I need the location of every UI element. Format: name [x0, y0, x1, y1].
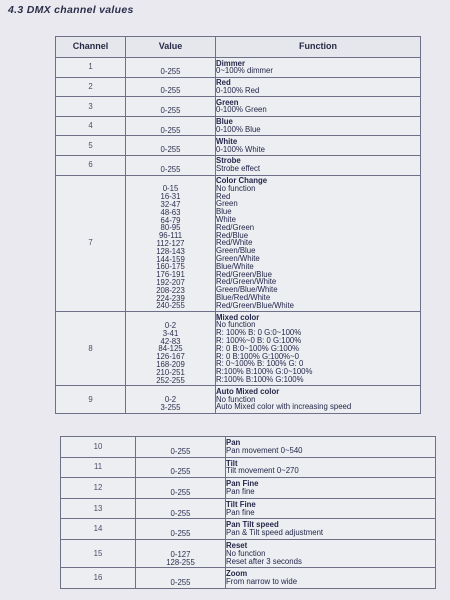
function-description: Blue/White	[216, 261, 254, 271]
function-title: Red	[216, 78, 231, 88]
function-description: Pan fine	[226, 486, 255, 496]
value-range: 32-47	[160, 200, 181, 209]
channel-number-text: 2	[88, 81, 93, 91]
function-title: Auto Mixed color	[216, 386, 280, 396]
function-description: Auto Mixed color with increasing speed	[216, 402, 352, 412]
function-description: No function	[216, 394, 256, 404]
channel-row	[56, 116, 421, 136]
function-cell	[216, 136, 421, 156]
channel-number-text: 4	[88, 121, 93, 131]
value-range: 80-95	[160, 223, 181, 233]
channel-row	[61, 498, 436, 519]
function-description: No function	[216, 320, 256, 330]
function-description: Red/Green/White	[216, 277, 277, 287]
value-range-cell	[136, 519, 226, 540]
channel-row	[56, 175, 421, 312]
value-range: 0-15	[162, 184, 179, 194]
value-range: 240-255	[156, 301, 185, 311]
value-range: 64-79	[160, 215, 181, 225]
value-range: 252-255	[156, 375, 185, 385]
channel-number	[56, 136, 126, 156]
function-title: Green	[216, 97, 239, 107]
value-range: 16-31	[160, 192, 181, 202]
value-range: 42-83	[160, 336, 181, 346]
channel-number	[61, 457, 136, 478]
header-channel: Channel	[56, 37, 126, 58]
channel-row	[56, 155, 421, 175]
channel-number	[56, 77, 126, 97]
value-range-cell	[136, 457, 226, 478]
channel-number	[56, 175, 126, 312]
function-description: 0-100% Blue	[216, 125, 261, 135]
channel-number	[61, 539, 136, 567]
channel-number-text: 9	[88, 394, 93, 404]
value-range: 210-251	[156, 367, 185, 377]
function-description: Blue/Red/White	[216, 293, 271, 303]
header-value: Value	[126, 37, 216, 58]
function-description: Green/White	[216, 254, 260, 264]
function-description: R: 0 B:0~100% G:100%	[216, 343, 300, 353]
function-cell	[226, 539, 436, 567]
channel-number-text: 10	[93, 441, 103, 451]
function-title: Dimmer	[216, 58, 246, 68]
function-title: Color Change	[216, 176, 268, 186]
value-range-cell	[126, 386, 216, 413]
value-range: 126-167	[156, 352, 185, 362]
function-description: 0-100% Green	[216, 105, 267, 115]
function-description: No function	[226, 548, 266, 558]
value-range: 84-125	[158, 344, 183, 354]
channel-number-text: 7	[88, 238, 93, 248]
function-title: Pan	[226, 438, 241, 447]
value-range-cell	[126, 116, 216, 136]
function-description: Reset after 3 seconds	[226, 556, 302, 566]
function-title: Tilt	[226, 458, 238, 468]
function-description: Pan fine	[226, 507, 255, 517]
value-range: 0-255	[170, 578, 191, 588]
channel-row	[56, 386, 421, 413]
value-range: 176-191	[156, 270, 185, 280]
value-range-cell	[136, 498, 226, 519]
function-description: From narrow to wide	[226, 577, 298, 587]
function-description: Red/Green	[216, 222, 255, 232]
channel-row	[61, 457, 436, 478]
function-description: White	[216, 215, 236, 225]
function-description: 0-100% White	[216, 144, 265, 154]
value-range: 128-143	[156, 246, 185, 256]
value-range: 0-255	[170, 529, 191, 539]
function-title: White	[216, 136, 238, 146]
function-description: Red/Green/Blue	[216, 269, 272, 279]
function-cell	[216, 312, 421, 386]
channel-number	[61, 498, 136, 519]
function-title: Zoom	[226, 569, 248, 579]
function-cell	[216, 77, 421, 97]
function-title: Tilt Fine	[226, 499, 256, 509]
function-description: Red/Green/Blue/White	[216, 300, 295, 310]
value-range-cell	[126, 97, 216, 117]
function-title: Pan Tilt speed	[226, 520, 279, 530]
value-range: 224-239	[156, 293, 185, 303]
value-range: 3-255	[160, 402, 181, 412]
function-cell	[216, 155, 421, 175]
channel-number-text: 1	[88, 62, 93, 72]
function-description: Strobe effect	[216, 164, 261, 174]
channel-row	[61, 539, 436, 567]
channel-row	[56, 58, 421, 78]
channel-row	[56, 312, 421, 386]
value-range: 0-2	[164, 320, 177, 330]
value-range: 0-255	[160, 164, 181, 174]
value-range: 0-127	[170, 549, 191, 559]
channel-number	[61, 437, 136, 458]
value-range: 48-63	[160, 207, 181, 217]
section-title: 4.3 DMX channel values	[8, 4, 134, 16]
channel-row	[61, 437, 436, 458]
header-function: Function	[216, 37, 421, 58]
channel-number-text: 5	[88, 140, 93, 150]
channel-row	[56, 136, 421, 156]
function-description: R: 100% B: 0 G:0~100%	[216, 328, 302, 338]
channel-number-text: 3	[88, 101, 93, 111]
function-description: Green	[216, 199, 238, 209]
channel-number-text: 16	[93, 573, 103, 583]
function-title: Blue	[216, 117, 233, 127]
value-range: 168-209	[156, 359, 185, 369]
value-range-cell	[126, 175, 216, 312]
dmx-channel-table-2	[60, 436, 436, 589]
value-range: 112-127	[156, 238, 185, 248]
function-description: Pan & Tilt speed adjustment	[226, 528, 324, 538]
channel-number-text: 8	[88, 343, 93, 353]
channel-number	[61, 478, 136, 499]
dmx-channel-table-1	[55, 36, 421, 414]
function-description: No function	[216, 183, 256, 193]
value-range-cell	[136, 478, 226, 499]
value-range: 0-255	[170, 467, 191, 477]
value-range-cell	[136, 568, 226, 589]
value-range-cell	[126, 77, 216, 97]
value-range: 208-223	[156, 285, 185, 295]
table-header-row	[56, 37, 421, 58]
function-description: Blue	[216, 207, 232, 217]
value-range: 0-255	[160, 125, 181, 135]
function-title: Pan Fine	[226, 479, 259, 489]
function-description: 0-100% Red	[216, 85, 260, 95]
function-cell	[226, 457, 436, 478]
channel-number-text: 12	[93, 483, 103, 493]
function-cell	[226, 478, 436, 499]
value-range: 96-111	[158, 231, 183, 241]
value-range: 128-255	[166, 557, 195, 567]
function-description: R: 0~100% B: 100% G: 0	[216, 359, 304, 369]
channel-number	[56, 58, 126, 78]
function-description: Green/Blue	[216, 246, 256, 256]
value-range: 0-255	[170, 508, 191, 518]
channel-number	[56, 97, 126, 117]
channel-row	[61, 568, 436, 589]
value-range: 160-175	[156, 262, 185, 272]
channel-number-text: 14	[93, 524, 103, 534]
channel-number	[56, 386, 126, 413]
function-cell	[226, 568, 436, 589]
channel-row	[56, 77, 421, 97]
function-description: Green/Blue/White	[216, 285, 278, 295]
function-description: Pan movement 0~540	[226, 445, 303, 455]
function-description: R: 100%~0 B: 0 G:100%	[216, 336, 302, 346]
function-title: Reset	[226, 540, 248, 550]
value-range: 0-255	[170, 446, 191, 456]
function-description: Tilt movement 0~270	[226, 466, 299, 476]
function-cell	[226, 498, 436, 519]
function-cell	[216, 116, 421, 136]
value-range: 192-207	[156, 277, 185, 287]
value-range-cell	[126, 155, 216, 175]
function-cell	[216, 175, 421, 312]
value-range-cell	[126, 312, 216, 386]
value-range-cell	[126, 58, 216, 78]
function-description: Red/Blue	[216, 230, 249, 240]
value-range: 0-255	[160, 66, 181, 76]
value-range: 0-2	[164, 395, 177, 405]
function-cell	[216, 386, 421, 413]
channel-number-text: 13	[93, 503, 103, 513]
function-description: R:100% B:100% G:0~100%	[216, 367, 313, 377]
function-description: 0~100% dimmer	[216, 66, 273, 76]
channel-row	[61, 478, 436, 499]
channel-number-text: 6	[88, 160, 93, 170]
value-range: 0-255	[160, 105, 181, 115]
value-range: 0-255	[160, 86, 181, 96]
channel-number-text: 15	[93, 548, 103, 558]
function-title: Strobe	[216, 156, 241, 166]
channel-number-text: 11	[93, 462, 103, 472]
value-range-cell	[136, 539, 226, 567]
function-description: Red	[216, 191, 231, 201]
function-cell	[226, 437, 436, 458]
function-cell	[226, 519, 436, 540]
value-range: 3-41	[162, 328, 179, 338]
channel-number	[56, 312, 126, 386]
value-range-cell	[136, 437, 226, 458]
channel-row	[61, 519, 436, 540]
value-range: 0-255	[160, 145, 181, 155]
channel-number	[61, 519, 136, 540]
function-title: Mixed color	[216, 312, 260, 322]
channel-row	[56, 97, 421, 117]
function-cell	[216, 58, 421, 78]
value-range: 144-159	[156, 254, 185, 264]
channel-number	[56, 116, 126, 136]
value-range-cell	[126, 136, 216, 156]
value-range: 0-255	[170, 487, 191, 497]
function-description: R:100% B:100% G:100%	[216, 375, 304, 385]
function-description: Red/White	[216, 238, 253, 248]
channel-number	[61, 568, 136, 589]
function-cell	[216, 97, 421, 117]
function-description: R: 0 B:100% G:100%~0	[216, 351, 300, 361]
channel-number	[56, 155, 126, 175]
